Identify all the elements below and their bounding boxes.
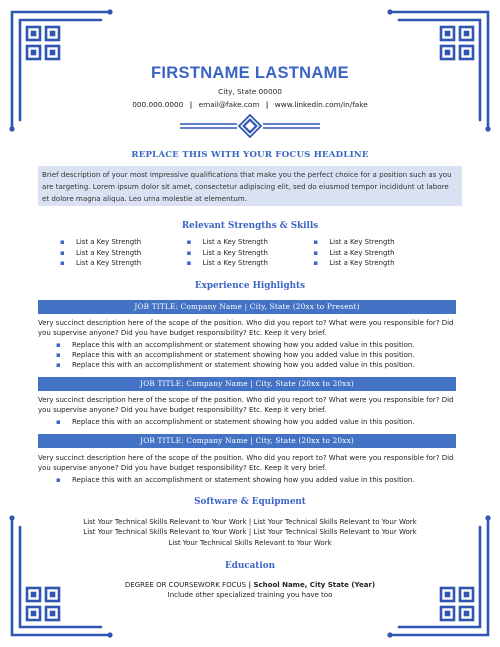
software-list [0,517,500,548]
job-accomplishments [56,340,456,371]
strengths-column [60,237,187,269]
strength-text: List a Key Strength [202,238,268,246]
bullet-icon: ▪ [56,341,61,349]
strength-item [187,248,314,259]
education-list [0,580,500,601]
bullet-icon: ▪ [313,248,319,257]
strength-text: List a Key Strength [202,259,268,268]
bullet-icon: ▪ [313,259,319,268]
software-title: Software & Equipment [194,497,306,507]
strength-item [313,248,440,259]
bullet-icon: ▪ [186,259,192,268]
degree-focus: DEGREE OR COURSEWORK FOCUS [124,581,247,589]
strength-item [60,248,187,259]
strength-item [60,237,187,248]
strength-text: List a Key Strength [76,248,142,257]
bullet-icon: ▪ [60,259,65,268]
experience-title: Experience Highlights [194,281,306,291]
accomplishment-item [56,475,456,485]
bullet-icon: ▪ [186,238,192,246]
bullet-icon: ▪ [186,248,192,257]
strength-text: List a Key Strength [329,248,395,257]
strengths-column [187,237,314,269]
bullet-icon: ▪ [56,351,61,360]
strength-text: List a Key Strength [329,259,395,268]
education-line [0,580,500,590]
phone-number: 000.000.0000 [132,100,184,109]
focus-headline: REPLACE THIS WITH YOUR FOCUS HEADLINE [131,150,369,160]
bullet-icon: ▪ [56,476,61,484]
strength-text: List a Key Strength [76,259,142,268]
strength-item [187,258,314,269]
accomplishment-item [56,360,456,370]
strength-text: List a Key Strength [202,248,268,257]
bullet-icon: ▪ [60,238,65,246]
education-school: | School Name, City State (Year) [246,581,376,589]
job-description: Very succinct description here of the scope of the position. Who did you report to? What were you responsible for? Did you supervise anyone? Did you have budget responsibility? Etc. Keep it very brief. [38,396,454,415]
job-accomplishments [56,475,456,485]
strengths-column [313,237,440,269]
strength-text: List a Key Strength [329,238,395,246]
strength-text: List a Key Strength [76,238,142,246]
job-description: Very succinct description here of the scope of the position. Who did you report to? What were you responsible for? Did you supervise anyone? Did you have budget responsibility? Etc. Keep it very brief. [38,319,454,338]
accomplishment-text: Replace this with an accomplishment or statement showing how you added value in this position. [72,361,415,370]
strengths-title: Relevant Strengths & Skills [181,221,319,231]
job-title-bar: JOB TITLE: Company Name | City, State (20xx to 20xx) [38,377,456,391]
education-title: Education [225,561,275,571]
accomplishment-item [56,340,456,350]
strength-item [313,237,440,248]
summary-box: Brief description of your most impressive qualifications that make you the perfect choice for a position such as you are targeting. Lorem ipsum dolor sit amet, consectetur adipiscing elit, sed do eiusmod tempor incididunt ut labore et dolore magna aliqua. Leo urna molestie at elementum. [38,166,462,206]
software-line: List Your Technical Skills Relevant to Your Work | List Your Technical Skills Relevant to Your Work [83,518,417,526]
accomplishment-item [56,350,456,360]
candidate-name: FIRSTNAME LASTNAME [151,64,349,82]
email-address: email@fake.com [198,100,260,109]
accomplishment-item [56,417,456,427]
software-line: List Your Technical Skills Relevant to Your Work | List Your Technical Skills Relevant to Your Work [83,528,417,537]
contact-separator: | [189,100,193,109]
strengths-grid [60,237,440,269]
candidate-location: City, State 00000 [218,87,282,96]
job-title-bar: JOB TITLE: Company Name | City, State (20xx to 20xx) [38,434,456,448]
bullet-icon: ▪ [56,361,61,370]
resume-header [0,64,500,109]
contact-line [0,100,500,109]
strength-item [313,258,440,269]
accomplishment-text: Replace this with an accomplishment or statement showing how you added value in this position. [72,351,415,360]
accomplishment-text: Replace this with an accomplishment or statement showing how you added value in this position. [72,341,415,349]
bullet-icon: ▪ [56,418,61,426]
bullet-icon: ▪ [60,248,65,257]
accomplishment-text: Replace this with an accomplishment or statement showing how you added value in this position. [72,476,415,484]
software-line: List Your Technical Skills Relevant to Your Work [168,538,332,547]
contact-separator: | [265,100,269,109]
job-title-bar: JOB TITLE: Company Name | City, State (20xx to Present) [38,300,456,314]
education-line: Include other specialized training you have too [167,591,333,600]
header-divider-ornament-icon [175,114,325,138]
bullet-icon: ▪ [313,238,319,246]
job-description: Very succinct description here of the scope of the position. Who did you report to? What were you responsible for? Did you supervise anyone? Did you have budget responsibility? Etc. Keep it very brief. [38,454,454,473]
job-accomplishments [56,417,456,427]
strength-item [60,258,187,269]
strength-item [187,237,314,248]
accomplishment-text: Replace this with an accomplishment or statement showing how you added value in this position. [72,418,415,426]
website-url: www.linkedin.com/in/fake [274,100,368,109]
